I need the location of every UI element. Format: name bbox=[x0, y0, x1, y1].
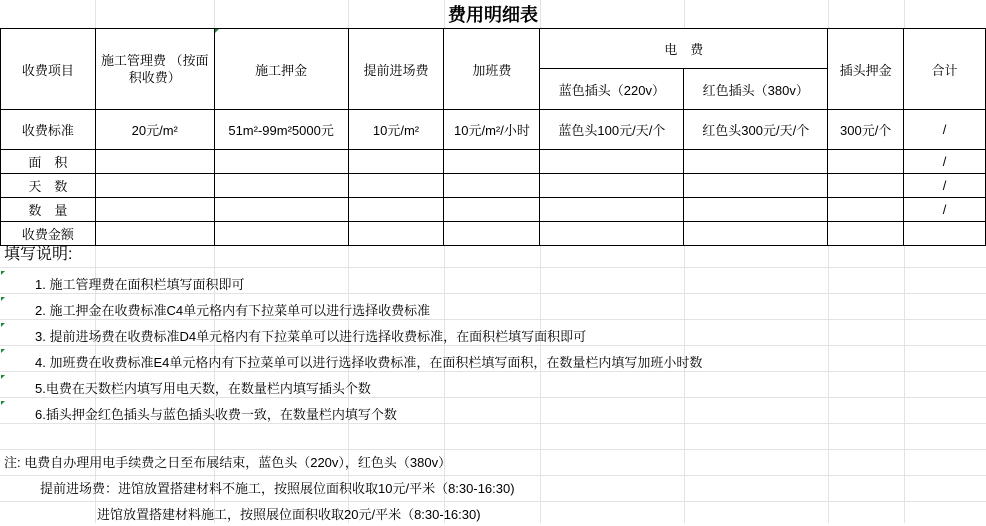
standard-mgmt-fee-cell[interactable]: 20元/m² bbox=[95, 110, 214, 150]
cell-indicator-icon bbox=[1, 349, 5, 353]
row-label-days[interactable]: 天 数 bbox=[1, 174, 96, 198]
table-row bbox=[1, 222, 986, 246]
row-total-quantity[interactable]: / bbox=[904, 198, 986, 222]
header-red-plug[interactable]: 红色插头（380v） bbox=[684, 69, 828, 110]
table-cell[interactable] bbox=[540, 150, 684, 174]
note-early-entry[interactable]: 提前进场费：进馆放置搭建材料不施工，按照展位面积收取10元/平米（8:30-16:30) bbox=[40, 481, 515, 496]
table-cell[interactable] bbox=[828, 150, 904, 174]
cell-indicator-icon bbox=[1, 375, 5, 379]
header-total[interactable]: 合计 bbox=[904, 29, 986, 110]
grid-line bbox=[0, 267, 986, 268]
table-cell[interactable] bbox=[214, 174, 348, 198]
table-cell[interactable] bbox=[444, 198, 540, 222]
header-deposit[interactable]: 施工押金 bbox=[214, 29, 348, 110]
note-early-entry-construction[interactable]: 进馆放置搭建材料施工，按照展位面积收取20元/平米（8:30-16:30) bbox=[97, 507, 481, 522]
row-label-area[interactable]: 面 积 bbox=[1, 150, 96, 174]
standard-red-plug-cell[interactable]: 红色头300元/天/个 bbox=[684, 110, 828, 150]
standard-label[interactable]: 收费标准 bbox=[1, 110, 96, 150]
table-cell[interactable] bbox=[444, 222, 540, 246]
standard-deposit-cell[interactable]: 51m²-99m²5000元 bbox=[214, 110, 348, 150]
standard-blue-plug-cell[interactable]: 蓝色头100元/天/个 bbox=[540, 110, 684, 150]
table-cell[interactable] bbox=[348, 150, 444, 174]
cell-indicator-icon bbox=[215, 29, 219, 33]
sheet-title: 费用明细表 bbox=[448, 5, 538, 25]
header-early-entry[interactable]: 提前进场费 bbox=[348, 29, 444, 110]
note-electricity[interactable]: 注: 电费自办理用电手续费之日至布展结束，蓝色头（220v），红色头（380v） bbox=[4, 455, 452, 470]
header-overtime[interactable]: 加班费 bbox=[444, 29, 540, 110]
table-row bbox=[1, 198, 986, 222]
grid-line bbox=[0, 475, 986, 476]
table-cell[interactable] bbox=[684, 198, 828, 222]
cell-indicator-icon bbox=[1, 297, 5, 301]
table-cell[interactable] bbox=[684, 150, 828, 174]
standard-row bbox=[1, 110, 986, 150]
table-cell[interactable] bbox=[214, 150, 348, 174]
standard-overtime-cell[interactable]: 10元/m²/小时 bbox=[444, 110, 540, 150]
table-cell[interactable] bbox=[828, 198, 904, 222]
table-cell[interactable] bbox=[540, 198, 684, 222]
header-blue-plug[interactable]: 蓝色插头（220v） bbox=[540, 69, 684, 110]
row-label-amount[interactable]: 收费金额 bbox=[1, 222, 96, 246]
header-electricity[interactable]: 电 费 bbox=[540, 29, 828, 69]
instruction-item[interactable]: 4. 加班费在收费标准E4单元格内有下拉菜单可以进行选择收费标准，在面积栏填写面积，在数量栏内填写加班小时数 bbox=[35, 355, 703, 370]
table-row bbox=[1, 150, 986, 174]
table-cell[interactable] bbox=[348, 174, 444, 198]
table-cell[interactable] bbox=[684, 174, 828, 198]
instruction-item[interactable]: 5.电费在天数栏内填写用电天数，在数量栏内填写插头个数 bbox=[35, 381, 371, 396]
table-cell[interactable] bbox=[828, 222, 904, 246]
standard-plug-deposit-cell[interactable]: 300元/个 bbox=[828, 110, 904, 150]
instruction-item[interactable]: 1. 施工管理费在面积栏填写面积即可 bbox=[35, 277, 245, 292]
table-cell[interactable] bbox=[214, 222, 348, 246]
table-cell[interactable] bbox=[348, 222, 444, 246]
table-cell[interactable] bbox=[828, 174, 904, 198]
cell-indicator-icon bbox=[1, 401, 5, 405]
standard-early-entry-cell[interactable]: 10元/m² bbox=[348, 110, 444, 150]
instruction-item[interactable]: 6.插头押金红色插头与蓝色插头收费一致，在数量栏内填写个数 bbox=[35, 407, 397, 422]
table-row bbox=[1, 174, 986, 198]
table-cell[interactable] bbox=[540, 174, 684, 198]
table-cell[interactable] bbox=[540, 222, 684, 246]
table-cell[interactable] bbox=[95, 198, 214, 222]
grid-line bbox=[0, 501, 986, 502]
header-item[interactable]: 收费项目 bbox=[1, 29, 96, 110]
table-cell[interactable] bbox=[95, 174, 214, 198]
header-mgmt-fee[interactable]: 施工管理费 （按面积收费） bbox=[95, 29, 214, 110]
table-cell[interactable] bbox=[214, 198, 348, 222]
standard-total-cell[interactable]: / bbox=[904, 110, 986, 150]
table-cell[interactable] bbox=[95, 222, 214, 246]
table-cell[interactable] bbox=[444, 150, 540, 174]
fee-table bbox=[0, 28, 986, 246]
table-cell[interactable] bbox=[444, 174, 540, 198]
instruction-item[interactable]: 2. 施工押金在收费标准C4单元格内有下拉菜单可以进行选择收费标准 bbox=[35, 303, 431, 318]
table-cell[interactable] bbox=[348, 198, 444, 222]
table-cell[interactable] bbox=[684, 222, 828, 246]
cell-indicator-icon bbox=[1, 271, 5, 275]
instructions-heading: 填写说明: bbox=[4, 246, 73, 263]
header-plug-deposit[interactable]: 插头押金 bbox=[828, 29, 904, 110]
instruction-item[interactable]: 3. 提前进场费在收费标准D4单元格内有下拉菜单可以进行选择收费标准，在面积栏填写面积即可 bbox=[35, 329, 587, 344]
row-total-amount[interactable] bbox=[904, 222, 986, 246]
cell-indicator-icon bbox=[1, 323, 5, 327]
table-cell[interactable] bbox=[95, 150, 214, 174]
grid-line bbox=[0, 449, 986, 450]
row-total-area[interactable]: / bbox=[904, 150, 986, 174]
row-label-quantity[interactable]: 数 量 bbox=[1, 198, 96, 222]
row-total-days[interactable]: / bbox=[904, 174, 986, 198]
